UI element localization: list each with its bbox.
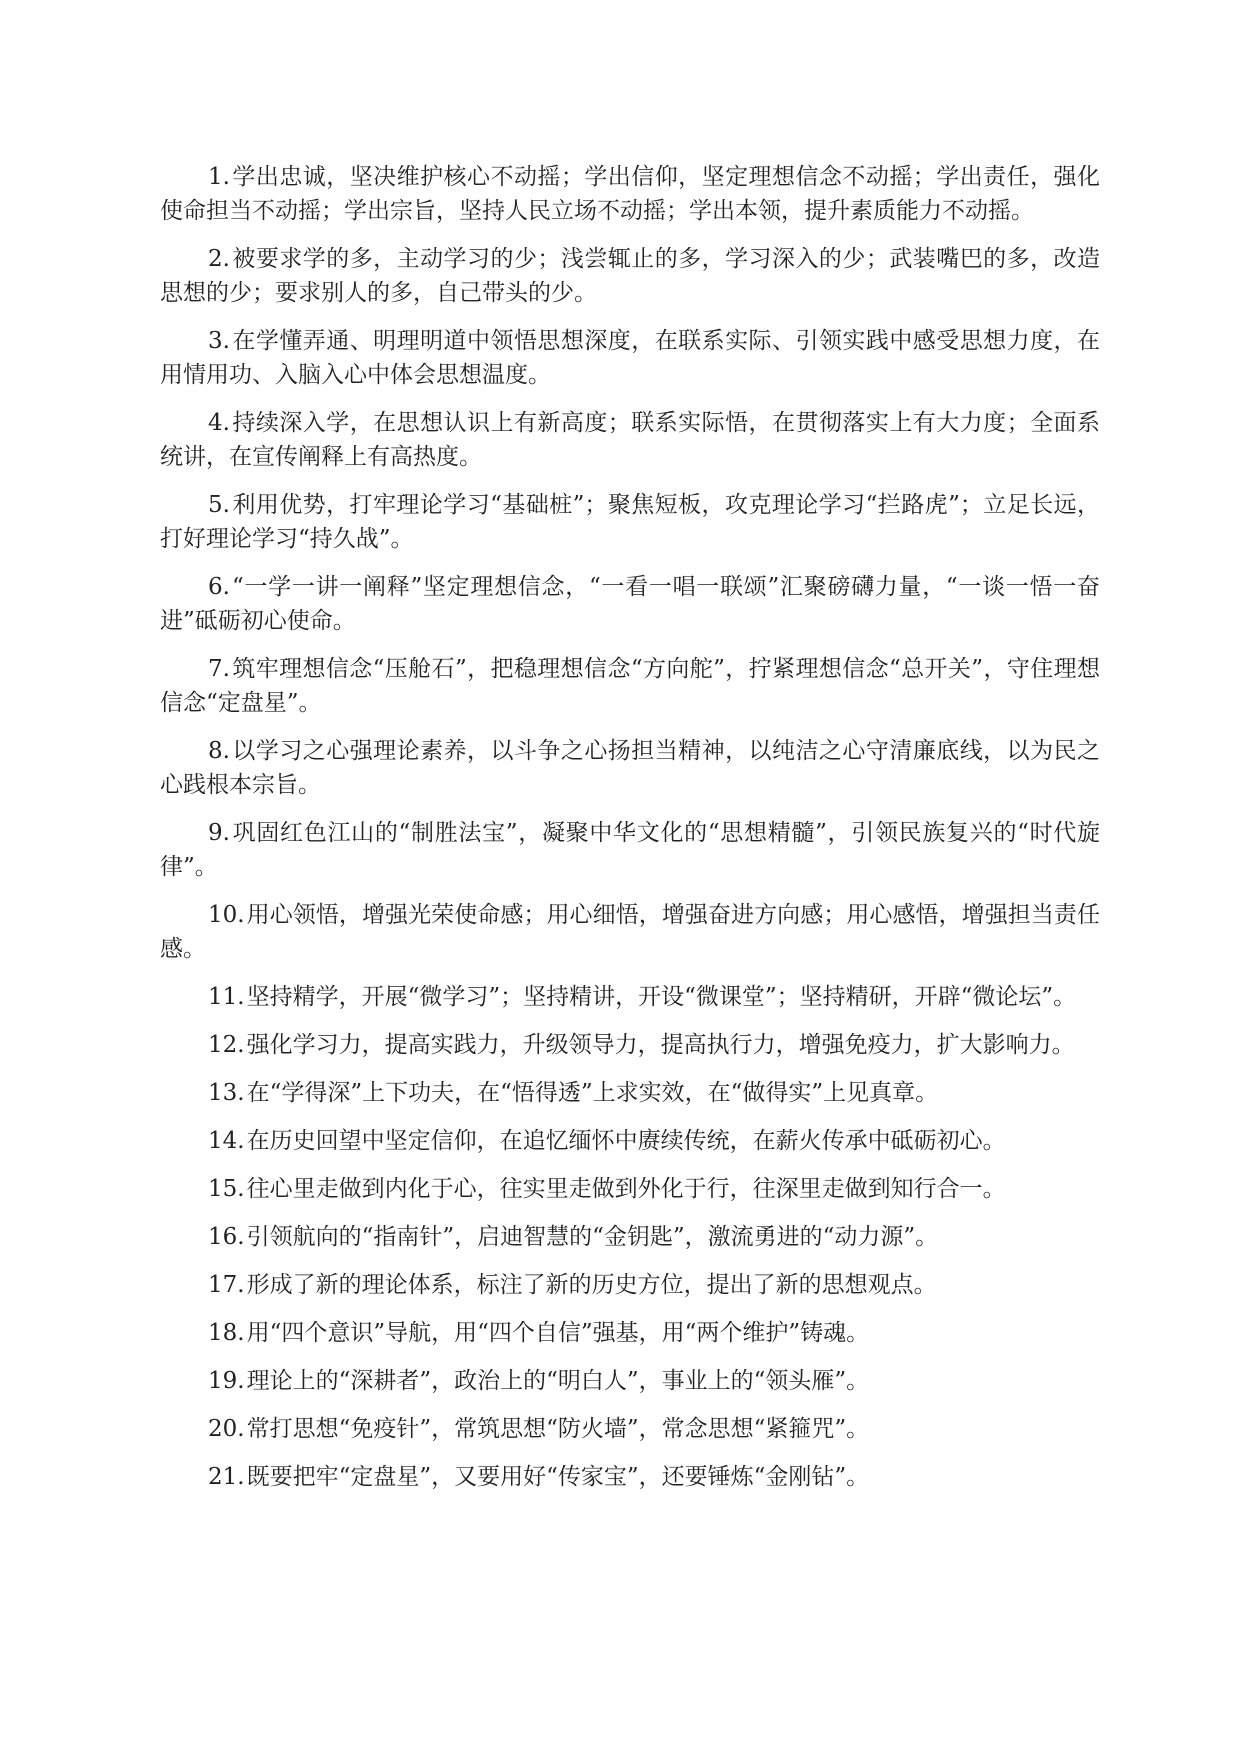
list-item: [160, 898, 1100, 966]
item-text: 筑牢理想信念“压舱石”，把稳理想信念“方向舵”，拧紧理想信念“总开关”，守住理想信念“定盘星”。: [160, 656, 1100, 716]
list-item: [160, 242, 1100, 310]
list-item: [160, 324, 1100, 392]
item-number: 10.: [208, 902, 245, 928]
item-number: 17.: [208, 1272, 245, 1298]
list-item: [160, 1268, 1100, 1302]
item-text: 既要把牢“定盘星”，又要用好“传家宝”，还要锤炼“金刚钻”。: [246, 1464, 870, 1490]
item-number: 8.: [208, 738, 230, 764]
item-text: 引领航向的“指南针”，启迪智慧的“金钥匙”，激流勇进的“动力源”。: [246, 1224, 939, 1250]
item-text: 形成了新的理论体系，标注了新的历史方位，提出了新的思想观点。: [246, 1272, 937, 1298]
item-number: 19.: [208, 1368, 245, 1394]
item-text: 学出忠诚，坚决维护核心不动摇；学出信仰，坚定理想信念不动摇；学出责任，强化使命担当不动摇；学出宗旨，坚持人民立场不动摇；学出本领，提升素质能力不动摇。: [160, 164, 1100, 224]
list-item: [160, 406, 1100, 474]
item-number: 14.: [208, 1128, 245, 1154]
item-number: 16.: [208, 1224, 245, 1250]
item-number: 13.: [208, 1080, 245, 1106]
item-text: 巩固红色江山的“制胜法宝”，凝聚中华文化的“思想精髓”，引领民族复兴的“时代旋律”。: [160, 820, 1100, 880]
list-item: [160, 160, 1100, 228]
item-number: 4.: [208, 410, 230, 436]
item-text: “一学一讲一阐释”坚定理想信念，“一看一唱一联颂”汇聚磅礴力量，“一谈一悟一奋进”砥砺初心使命。: [160, 574, 1100, 634]
list-item: [160, 734, 1100, 802]
item-number: 2.: [208, 246, 230, 272]
list-item: [160, 488, 1100, 556]
item-number: 9.: [208, 820, 230, 846]
item-number: 21.: [208, 1464, 245, 1490]
item-text: 理论上的“深耕者”，政治上的“明白人”，事业上的“领头雁”。: [246, 1368, 870, 1394]
item-number: 15.: [208, 1176, 245, 1202]
list-item: [160, 1172, 1100, 1206]
item-text: 持续深入学，在思想认识上有新高度；联系实际悟，在贯彻落实上有大力度；全面系统讲，在宣传阐释上有高热度。: [160, 410, 1100, 470]
list-item: [160, 1316, 1100, 1350]
list-item: [160, 1460, 1100, 1494]
list-item: [160, 1220, 1100, 1254]
item-text: 用“四个意识”导航，用“四个自信”强基，用“两个维护”铸魂。: [246, 1320, 870, 1346]
item-text: 在学懂弄通、明理明道中领悟思想深度，在联系实际、引领实践中感受思想力度，在用情用功、入脑入心中体会思想温度。: [160, 328, 1100, 388]
item-number: 7.: [208, 656, 230, 682]
list-item: [160, 1124, 1100, 1158]
list-item: [160, 570, 1100, 638]
item-text: 以学习之心强理论素养，以斗争之心扬担当精神，以纯洁之心守清廉底线，以为民之心践根本宗旨。: [160, 738, 1100, 798]
list-item: [160, 980, 1100, 1014]
item-number: 5.: [208, 492, 230, 518]
item-number: 6.: [208, 574, 230, 600]
item-number: 12.: [208, 1032, 245, 1058]
item-text: 利用优势，打牢理论学习“基础桩”；聚焦短板，攻克理论学习“拦路虎”；立足长远，打好理论学习“持久战”。: [160, 492, 1100, 552]
item-text: 在历史回望中坚定信仰，在追忆缅怀中赓续传统，在薪火传承中砥砺初心。: [246, 1128, 1006, 1154]
item-text: 用心领悟，增强光荣使命感；用心细悟，增强奋进方向感；用心感悟，增强担当责任感。: [160, 902, 1100, 962]
list-item: [160, 652, 1100, 720]
item-number: 3.: [208, 328, 230, 354]
item-text: 往心里走做到内化于心，往实里走做到外化于行，往深里走做到知行合一。: [246, 1176, 1006, 1202]
item-text: 强化学习力，提高实践力，升级领导力，提高执行力，增强免疫力，扩大影响力。: [246, 1032, 1075, 1058]
item-number: 18.: [208, 1320, 245, 1346]
item-number: 20.: [208, 1416, 245, 1442]
list-item: [160, 1412, 1100, 1446]
list-item: [160, 816, 1100, 884]
item-text: 被要求学的多，主动学习的少；浅尝辄止的多，学习深入的少；武装嘴巴的多，改造思想的少；要求别人的多，自己带头的少。: [160, 246, 1100, 306]
item-list: [160, 160, 1100, 1508]
item-text: 常打思想“免疫针”，常筑思想“防火墙”，常念思想“紧箍咒”。: [246, 1416, 870, 1442]
list-item: [160, 1076, 1100, 1110]
item-text: 坚持精学，开展“微学习”；坚持精讲，开设“微课堂”；坚持精研，开辟“微论坛”。: [246, 984, 1077, 1010]
list-item: [160, 1364, 1100, 1398]
list-item: [160, 1028, 1100, 1062]
item-text: 在“学得深”上下功夫，在“悟得透”上求实效，在“做得实”上见真章。: [246, 1080, 939, 1106]
item-number: 11.: [208, 984, 245, 1010]
item-number: 1.: [208, 164, 230, 190]
